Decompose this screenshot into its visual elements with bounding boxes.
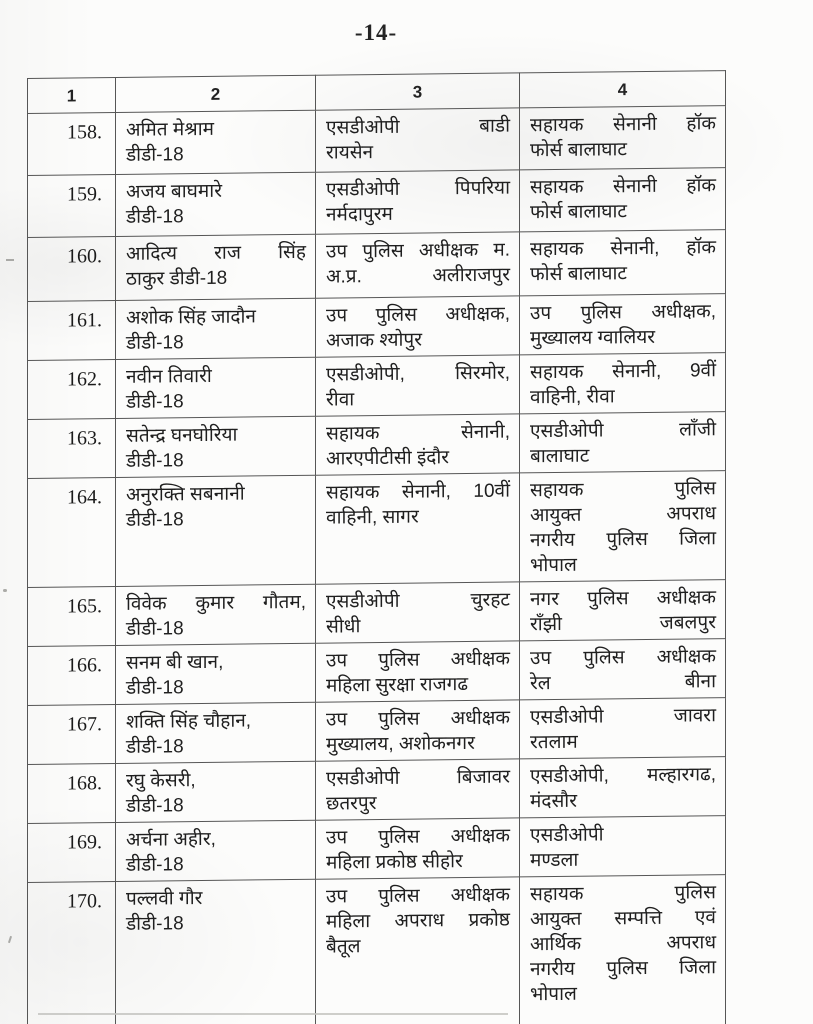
table-row (28, 106, 726, 176)
text-line: सहायक सेनानी, 9वीं (530, 360, 716, 384)
text-line: एसडीओपी, मल्हारगढ, (530, 764, 716, 788)
text-line: अनुरक्ति सबनानी (126, 483, 245, 506)
text-line: सतेन्द्र घनघोरिया (126, 424, 238, 447)
cell-serial: 168. (28, 763, 116, 823)
cell-officer (116, 234, 316, 300)
text-line: फोर्स बालाघाट (530, 263, 627, 286)
text-line: विवेक कुमार गौतम, (126, 591, 306, 615)
cell-new-posting (520, 471, 726, 582)
text-line: अमित मेश्राम (126, 118, 215, 141)
column-header-1: 1 (28, 77, 116, 113)
cell-present-posting (316, 582, 520, 643)
text-line: उप पुलिस अधीक्षक (326, 884, 510, 908)
text-line: अ.प्र. अलीराजपुर (326, 264, 510, 288)
column-header-3: 3 (316, 73, 520, 110)
table-row (28, 168, 726, 238)
text-line: सहायक सेनानी हॉक (530, 113, 716, 137)
text-line: महिला सुरक्षा राजगढ (326, 673, 469, 697)
transfer-table (27, 70, 726, 1024)
cell-serial: 161. (28, 300, 116, 360)
text-line: डीडी-18 (126, 618, 184, 640)
scan-artifact (38, 1013, 508, 1015)
cell-present-posting (316, 232, 520, 298)
column-header-4: 4 (520, 71, 726, 108)
text-line: एसडीओपी जावरा (530, 705, 716, 729)
scan-artifact (8, 936, 12, 943)
table-row (28, 580, 726, 647)
table-row (28, 353, 726, 420)
text-line: आर्थिक अपराध (530, 932, 716, 956)
cell-officer (116, 702, 316, 763)
text-line: सहायक सेनानी, हॉक (530, 237, 716, 261)
cell-new-posting (520, 353, 726, 414)
cell-present-posting (316, 355, 520, 416)
cell-officer (116, 357, 316, 418)
text-line: महिला अपराध प्रकोष्ठ (326, 909, 510, 933)
cell-serial: 167. (28, 704, 116, 764)
table-row (28, 698, 726, 765)
cell-present-posting (316, 414, 520, 475)
text-line: डीडी-18 (126, 450, 184, 472)
text-line: अजय बाघमारे (126, 180, 222, 203)
page-number: -14- (354, 20, 398, 45)
text-line: आरएपीटीसी इंदौर (326, 447, 450, 470)
text-line: उप पुलिस अधीक्षक (326, 648, 510, 672)
text-line: रीवा (326, 389, 355, 411)
cell-officer (116, 475, 316, 586)
text-line: फोर्स बालाघाट (530, 139, 627, 162)
text-line: डीडी-18 (126, 144, 184, 166)
cell-new-posting (520, 230, 726, 296)
text-line: बैतूल (326, 936, 361, 958)
cell-present-posting (316, 170, 520, 234)
text-line: राँझी जबलपुर (530, 612, 716, 636)
cell-new-posting (520, 698, 726, 759)
cell-present-posting (316, 296, 520, 357)
text-line: डीडी-18 (126, 913, 184, 935)
cell-officer (116, 416, 316, 477)
text-line: डीडी-18 (126, 391, 184, 413)
text-line: सनम बी खान, (126, 651, 224, 674)
cell-serial: 164. (28, 477, 116, 587)
text-line: एसडीओपी लाँजी (530, 419, 716, 443)
cell-serial: 158. (28, 112, 116, 175)
text-line: उप पुलिस अधीक्षक म. (326, 239, 510, 263)
text-line: डीडी-18 (126, 206, 184, 228)
text-line: सहायक सेनानी हॉक (530, 175, 716, 199)
text-line: पल्लवी गौर (126, 888, 203, 910)
cell-new-posting (520, 639, 726, 700)
table-row (28, 816, 726, 883)
text-line: ठाकुर डीडी-18 (126, 267, 228, 290)
text-line: अजाक श्योपुर (326, 329, 422, 352)
cell-present-posting (316, 877, 520, 1024)
text-line: नगरीय पुलिस जिला (530, 957, 716, 981)
text-line: मुख्यालय ग्वालियर (530, 326, 656, 350)
text-line: शक्ति सिंह चौहान, (126, 710, 252, 733)
cell-officer (116, 584, 316, 645)
text-line: उप पुलिस अधीक्षक (530, 646, 716, 670)
table-row (28, 412, 726, 479)
text-line: उप पुलिस अधीक्षक (326, 707, 510, 731)
text-line: रेल बीना (530, 671, 716, 695)
cell-serial: 170. (28, 881, 116, 1024)
cell-new-posting (520, 168, 726, 232)
cell-present-posting (316, 818, 520, 879)
text-line: एसडीओपी पिपरिया (326, 177, 510, 201)
cell-present-posting (316, 700, 520, 761)
text-line: एसडीओपी बिजावर (326, 766, 510, 790)
text-line: अर्चना अहीर, (126, 828, 216, 851)
text-line: उप पुलिस अधीक्षक, (326, 303, 510, 327)
text-line: नवीन तिवारी (126, 365, 212, 388)
text-line: महिला प्रकोष्ठ सीहोर (326, 851, 463, 874)
cell-new-posting (520, 816, 726, 877)
text-line: डीडी-18 (126, 677, 184, 699)
text-line: रघु केसरी, (126, 770, 196, 792)
cell-officer (116, 110, 316, 174)
text-line: डीडी-18 (126, 854, 184, 876)
cell-serial: 162. (28, 359, 116, 419)
table-row (28, 875, 726, 1024)
text-line: बालाघाट (530, 445, 590, 468)
text-line: मण्डला (530, 849, 579, 872)
cell-serial: 166. (28, 645, 116, 705)
cell-officer (116, 298, 316, 359)
text-line: डीडी-18 (126, 509, 184, 531)
cell-serial: 165. (28, 586, 116, 646)
text-line: फोर्स बालाघाट (530, 201, 627, 224)
text-line: डीडी-18 (126, 795, 184, 817)
text-line: छतरपुर (326, 793, 377, 815)
table-row (28, 639, 726, 706)
text-line: सहायक सेनानी, (326, 421, 510, 445)
column-header-2: 2 (116, 75, 316, 112)
cell-present-posting (316, 473, 520, 584)
text-line: नगर पुलिस अधीक्षक (530, 587, 716, 611)
text-line: नगरीय पुलिस जिला (530, 528, 716, 552)
cell-serial: 159. (28, 174, 116, 237)
cell-new-posting (520, 875, 726, 1024)
text-line: एसडीओपी (530, 824, 604, 847)
text-line: एसडीओपी बाडी (326, 115, 510, 139)
text-line: एसडीओपी, सिरमोर, (326, 362, 510, 386)
text-line: सहायक पुलिस (530, 882, 716, 906)
text-line: वाहिनी, सागर (326, 506, 419, 529)
cell-serial: 163. (28, 418, 116, 478)
text-line: उप पुलिस अधीक्षक (326, 825, 510, 849)
text-line: आयुक्त सम्पत्ति एवं (530, 907, 716, 931)
text-line: मुख्यालय, अशोकनगर (326, 732, 475, 756)
cell-new-posting (520, 294, 726, 355)
text-line: रतलाम (530, 731, 578, 754)
cell-officer (116, 643, 316, 704)
text-line: आदित्य राज सिंह (126, 241, 306, 265)
text-line: मंदसौर (530, 790, 577, 813)
cell-officer (116, 820, 316, 881)
cell-present-posting (316, 108, 520, 172)
text-line: उप पुलिस अधीक्षक, (530, 301, 716, 325)
cell-officer (116, 879, 316, 1024)
text-line: डीडी-18 (126, 332, 184, 354)
text-line: सीधी (326, 616, 361, 638)
table-row (28, 230, 726, 302)
table-row (28, 757, 726, 824)
cell-officer (116, 761, 316, 822)
text-line: एसडीओपी चुरहट (326, 589, 510, 613)
text-line: भोपाल (530, 554, 577, 577)
text-line: आयुक्त अपराध (530, 503, 716, 527)
table-row (28, 294, 726, 361)
table-row (28, 471, 726, 588)
transfer-table-wrap (27, 70, 725, 1024)
scan-artifact (3, 589, 7, 592)
text-line: नर्मदापुरम (326, 203, 393, 226)
text-line: सहायक पुलिस (530, 478, 716, 502)
text-line: सहायक सेनानी, 10वीं (326, 480, 510, 504)
cell-new-posting (520, 412, 726, 473)
scan-artifact (6, 259, 14, 261)
cell-new-posting (520, 580, 726, 641)
cell-new-posting (520, 106, 726, 170)
text-line: वाहिनी, रीवा (530, 386, 615, 409)
text-line: अशोक सिंह जादौन (126, 306, 256, 329)
cell-new-posting (520, 757, 726, 818)
cell-present-posting (316, 641, 520, 702)
cell-present-posting (316, 759, 520, 820)
cell-officer (116, 172, 316, 236)
text-line: रायसेन (326, 142, 374, 164)
text-line: भोपाल (530, 983, 577, 1006)
cell-serial: 169. (28, 822, 116, 882)
text-line: डीडी-18 (126, 736, 184, 758)
cell-serial: 160. (28, 236, 116, 301)
